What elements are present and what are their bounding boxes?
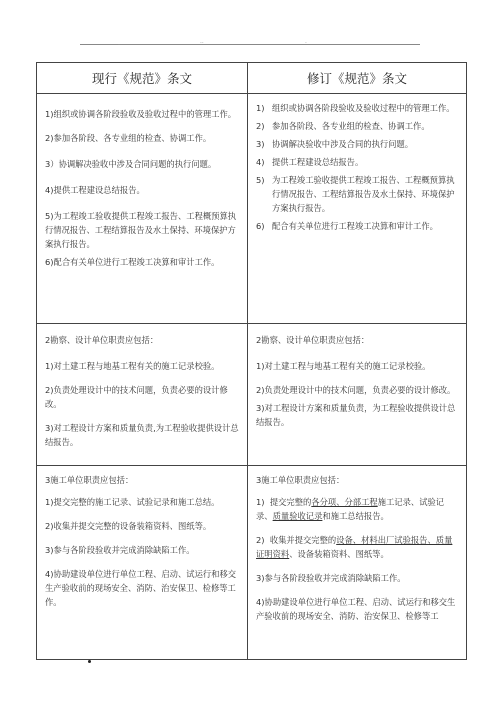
clause-item: 3)对工程设计方案和质量负责,为工程验收提供设计总结报告。 xyxy=(45,423,239,447)
clause-item: 5)为工程竣工验收提供工程竣工报告、工程概预算执行情况报告、工程结算报告及水土保持、环境保护方案执行报告。 xyxy=(45,211,237,249)
clause-item: 3）协调解决验收中涉及合同问题的执行问题。 xyxy=(45,159,217,169)
item-text: 提交完整的 xyxy=(269,497,312,507)
clause-item: 2)负责处理设计中的技术问题，负责必要的设计修改。 xyxy=(45,385,228,409)
item-number: 6) xyxy=(256,221,265,231)
clause-item: 2)负责处理设计中的技术问题，负责必要的设计修改。 xyxy=(256,385,456,395)
item-text: 参加各阶段、各专业组的检查、协调工作。 xyxy=(272,121,430,131)
page-dot xyxy=(88,660,91,663)
item-text: 配合有关单位进行工程竣工决算和审计工作。 xyxy=(272,221,438,231)
revised-underlined-text: 设备、材料出厂试验报告、质量证明资料 xyxy=(256,535,453,559)
clause-item xyxy=(256,219,460,233)
item-text: 、设备装箱资料、图纸等。 xyxy=(289,549,389,559)
clause-item xyxy=(256,533,460,561)
item-number: 5) xyxy=(256,175,265,185)
clause-item xyxy=(256,119,460,133)
header-rule xyxy=(80,44,420,45)
clause-item: 4)协助建设单位进行单位工程、启动、试运行和移交生产验收前的现场安全、消防、治安保卫、检修等工 xyxy=(256,597,456,621)
current-cell xyxy=(37,94,248,324)
item-number: 1) xyxy=(256,103,265,113)
current-cell xyxy=(37,466,248,660)
table-row xyxy=(37,466,467,660)
item-text: 提供工程建设总结报告。 xyxy=(272,157,364,167)
revised-underlined-text: 各分项、分部工程 xyxy=(311,497,378,507)
item-text: 组织或协调各阶段验收及验收过程中的管理工作。 xyxy=(272,103,455,113)
item-text: 协调解决验收中涉及合同的执行问题。 xyxy=(272,139,414,149)
table-row xyxy=(37,324,467,466)
revised-cell xyxy=(248,466,467,660)
clause-item xyxy=(256,155,460,169)
clause-item: 3)对工程设计方案和质量负责，为工程验收提供设计总结报告。 xyxy=(256,403,456,427)
table-row xyxy=(37,94,467,324)
item-text: 为工程竣工验收提供工程竣工报告、工程概预算执行情况报告、工程结算报告及水土保持、环境保护方案执行报告。 xyxy=(272,175,455,213)
header-mark: . xyxy=(118,40,120,47)
clause-item: 4)提供工程建设总结报告。 xyxy=(45,185,145,195)
clause-item: 2)参加各阶段、各专业组的检查、协调工作。 xyxy=(45,133,212,143)
revised-cell xyxy=(248,324,467,466)
clause-item: 1)对土建工程与地基工程有关的施工记录校验。 xyxy=(45,361,220,371)
revised-underlined-text: 质量验收记录 xyxy=(272,511,323,521)
clause-item xyxy=(256,137,460,151)
item-text: 施工记录、试验记录、 xyxy=(256,497,445,521)
section-title: 3施工单位职责应包括： xyxy=(256,475,345,485)
clause-item: 2)收集并提交完整的设备装箱资料、图纸等。 xyxy=(45,521,212,531)
clause-item: 6)配合有关单位进行工程竣工决算和审计工作。 xyxy=(45,257,220,267)
item-number: 3) xyxy=(256,139,265,149)
section-title: 2勘察、设计单位职责应包括： xyxy=(256,335,370,345)
clause-item: 1)提交完整的施工记录、试验记录和施工总结。 xyxy=(45,497,220,507)
clause-item: 3)参与各阶段验收并完成消除缺陷工作。 xyxy=(45,545,195,555)
clause-item xyxy=(256,173,460,215)
item-number: 1) xyxy=(256,497,265,507)
section-title: 3施工单位职责应包括： xyxy=(45,475,134,485)
clause-item: 1)组织或协调各阶段验收及验收过程中的管理工作。 xyxy=(45,109,237,119)
revised-cell xyxy=(248,94,467,324)
clause-item xyxy=(256,101,460,115)
item-number: 2) xyxy=(256,121,265,131)
current-cell xyxy=(37,324,248,466)
header-revised-code: 修订《规范》条文 xyxy=(248,63,467,94)
table-header-row xyxy=(37,63,467,94)
item-number: 4) xyxy=(256,157,265,167)
header-mark: ·· xyxy=(200,40,204,47)
header-mark: · xyxy=(305,40,307,47)
item-text: 收集并提交完整的 xyxy=(269,535,337,545)
clause-item xyxy=(256,495,460,523)
item-number: 2) xyxy=(256,535,265,545)
clause-item: 1)对土建工程与地基工程有关的施工记录校验。 xyxy=(256,361,431,371)
item-text: 和施工总结报告。 xyxy=(322,511,389,521)
section-title: 2勘察、设计单位职责应包括： xyxy=(45,335,159,345)
clause-item: 4)协助建设单位进行单位工程、启动、试运行和移交生产验收前的现场安全、消防、治安保卫、检修等工作。 xyxy=(45,569,237,607)
clause-item: 3)参与各阶段验收并完成消除缺陷工作。 xyxy=(256,573,406,583)
comparison-table xyxy=(36,62,467,660)
header-current-code: 现行《规范》条文 xyxy=(37,63,248,94)
